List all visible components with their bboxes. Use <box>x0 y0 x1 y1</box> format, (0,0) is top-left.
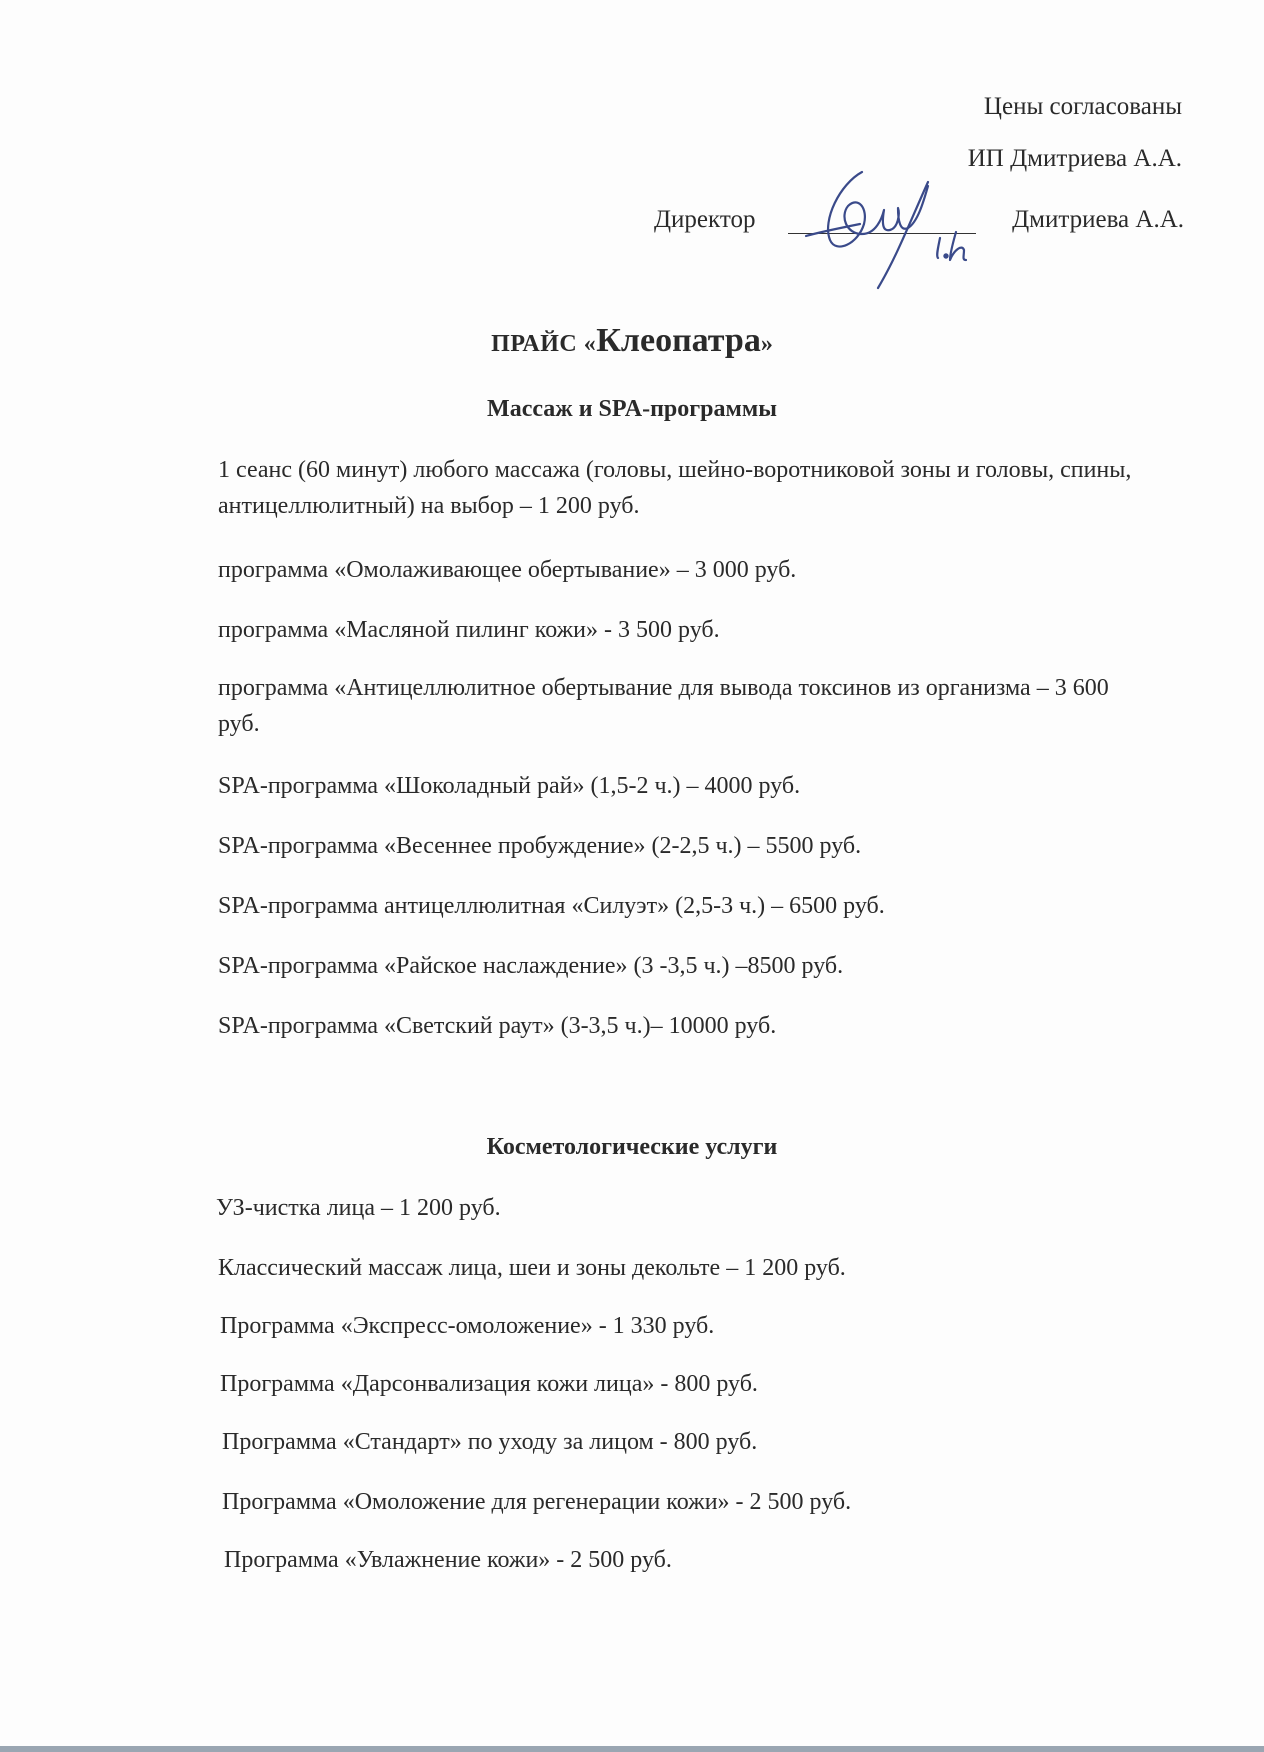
scan-bottom-edge <box>0 1746 1264 1752</box>
handwritten-signature <box>800 162 980 292</box>
price-item: Программа «Увлажнение кожи» - 2 500 руб. <box>224 1547 672 1573</box>
document-title <box>0 322 1264 360</box>
price-item: программа «Омолаживающее обертывание» – 3 000 руб. <box>218 557 797 583</box>
price-item: Программа «Экспресс-омоложение» - 1 330 руб. <box>220 1313 715 1339</box>
approval-line: Цены согласованы <box>983 93 1182 120</box>
director-name: Дмитриева А.А. <box>1012 206 1184 233</box>
price-item: 1 сеанс (60 минут) любого массажа (головы, шейно-воротниковой зоны и головы, спины, антицеллюлитный) на выбор – 1 200 руб. <box>218 457 1132 519</box>
price-item: SPA-программа «Райское наслаждение» (3 -3,5 ч.) –8500 руб. <box>218 953 844 979</box>
company-line: ИП Дмитриева А.А. <box>967 145 1182 172</box>
section-heading-cosmetology: Косметологические услуги <box>486 1134 778 1160</box>
price-item: SPA-программа «Весеннее пробуждение» (2-2,5 ч.) – 5500 руб. <box>218 833 862 859</box>
price-item: программа «Антицеллюлитное обертывание для вывода токсинов из организма – 3 600 руб. <box>218 675 1109 737</box>
price-item: SPA-программа антицеллюлитная «Силуэт» (2,5-3 ч.) – 6500 руб. <box>218 893 885 919</box>
section-heading-massage: Массаж и SPA-программы <box>487 396 777 422</box>
price-item: УЗ-чистка лица – 1 200 руб. <box>216 1195 501 1221</box>
price-item: Программа «Дарсонвализация кожи лица» - 800 руб. <box>220 1371 758 1397</box>
price-item: SPA-программа «Шоколадный рай» (1,5-2 ч.) – 4000 руб. <box>218 773 801 799</box>
director-role: Директор <box>654 206 756 233</box>
price-item: Программа «Стандарт» по уходу за лицом - 800 руб. <box>222 1429 758 1455</box>
title-prefix: ПРАЙС « <box>491 331 597 357</box>
price-item: Классический массаж лица, шеи и зоны декольте – 1 200 руб. <box>218 1255 846 1281</box>
price-item: программа «Масляной пилинг кожи» - 3 500 руб. <box>218 617 720 643</box>
title-quote-close: » <box>760 331 773 357</box>
salon-name: Клеопатра <box>596 322 761 359</box>
price-item: Программа «Омоложение для регенерации кожи» - 2 500 руб. <box>222 1489 852 1515</box>
price-item: SPA-программа «Светский раут» (3-3,5 ч.)– 10000 руб. <box>218 1013 777 1039</box>
